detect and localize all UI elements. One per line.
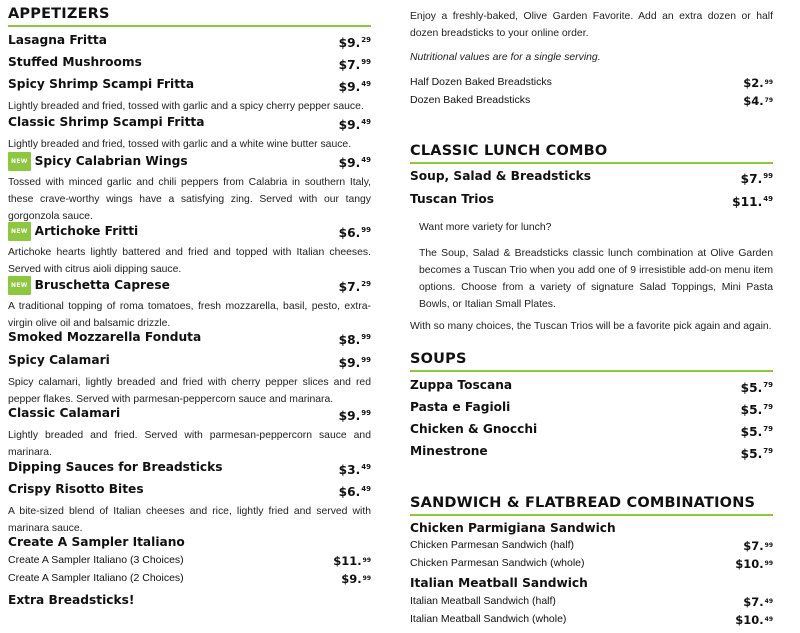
item-name: Smoked Mozzarella Fonduta	[8, 330, 202, 344]
menu-item-italian-meatball-sandwich[interactable]	[410, 575, 773, 594]
option-name: Chicken Parmesan Sandwich (half)	[410, 539, 574, 551]
item-name: Tuscan Trios	[410, 192, 495, 206]
item-description: A traditional topping of roma tomatoes, fresh mozzarella, basil, pesto, extra-virgin olive oil and balsamic drizzle.	[8, 301, 371, 329]
option-price: $4.79	[743, 93, 773, 108]
item-price: $9.99	[338, 409, 371, 423]
option-price: $11.99	[333, 553, 371, 568]
option-name: Chicken Parmesan Sandwich (whole)	[410, 557, 585, 569]
menu-item-tuscan-trios[interactable]	[410, 191, 773, 210]
item-name: Crispy Risotto Bites	[8, 482, 144, 496]
option-name: Italian Meatball Sandwich (half)	[410, 595, 556, 607]
appetizers-title: APPETIZERS	[8, 5, 371, 27]
item-price: $9.99	[338, 356, 371, 370]
extra-breadsticks-heading	[8, 592, 371, 611]
option-name: Create A Sampler Italiano (3 Choices)	[8, 554, 184, 566]
item-name: Spicy Calamari	[8, 353, 110, 367]
lunch-question: Want more variety for lunch?	[419, 222, 552, 233]
new-badge: NEW	[8, 222, 31, 241]
new-badge: NEW	[8, 152, 31, 171]
sandwich-title: SANDWICH & FLATBREAD COMBINATIONS	[410, 494, 773, 516]
item-name: Classic Calamari	[8, 406, 121, 420]
item-price: $6.49	[338, 485, 371, 499]
item-price: $6.99	[338, 226, 371, 240]
item-name: Extra Breadsticks!	[8, 593, 135, 607]
item-name: Classic Shrimp Scampi Fritta	[8, 115, 205, 129]
item-price: $5.79	[740, 447, 773, 461]
item-name: Chicken Parmigiana Sandwich	[410, 521, 616, 535]
item-price: $9.29	[338, 36, 371, 50]
option-name: Half Dozen Baked Breadsticks	[410, 76, 552, 88]
menu-item-dipping-sauces[interactable]	[8, 459, 371, 478]
item-price: $7.99	[338, 58, 371, 72]
item-price: $5.79	[740, 403, 773, 417]
breadsticks-intro: Enjoy a freshly-baked, Olive Garden Favorite. Add an extra dozen or half dozen breadsticks to your online order.	[410, 11, 773, 39]
item-price: $9.49	[338, 156, 371, 170]
item-name: Spicy Shrimp Scampi Fritta	[8, 77, 195, 91]
item-name: Artichoke Fritti	[34, 224, 139, 238]
menu-item-classic-calamari[interactable]	[8, 405, 371, 424]
item-name: Create A Sampler Italiano	[8, 535, 185, 549]
item-name: Bruschetta Caprese	[34, 278, 170, 292]
option-name: Dozen Baked Breadsticks	[410, 94, 531, 106]
chicken-parm-whole[interactable]	[410, 555, 773, 572]
item-price: $7.99	[740, 172, 773, 186]
option-price: $9.99	[341, 571, 371, 586]
lunch-description: The Soup, Salad & Breadsticks classic lunch combination at Olive Garden becomes a Tuscan Trio when you add one of 9 irresistible add-on menu item options. Choose from a variety of signature Salad Toppings, Mini Pasta Bowls, or Italian Small Plates.	[419, 248, 773, 310]
menu-item-spicy-calabrian-wings[interactable]	[8, 152, 371, 171]
menu-item-stuffed-mushrooms[interactable]	[8, 54, 371, 73]
item-price: $11.49	[732, 195, 773, 209]
option-price: $10.99	[735, 556, 773, 571]
option-name: Create A Sampler Italiano (2 Choices)	[8, 572, 184, 584]
nutrition-note: Nutritional values are for a single serving.	[410, 52, 601, 63]
item-name: Zuppa Toscana	[410, 378, 513, 392]
menu-item-spicy-calamari[interactable]	[8, 352, 371, 371]
item-price: $8.99	[338, 333, 371, 347]
item-price: $5.79	[740, 381, 773, 395]
item-description: Lightly breaded and fried. Served with parmesan-peppercorn sauce and marinara.	[8, 430, 371, 458]
dozen-breadsticks[interactable]	[410, 92, 773, 109]
item-name: Stuffed Mushrooms	[8, 55, 142, 69]
item-description: A bite-sized blend of Italian cheeses and rice, lightly fried and served with marinara sauce.	[8, 506, 371, 534]
item-name-wrap	[8, 222, 138, 241]
item-price: $5.79	[740, 425, 773, 439]
menu-item-bruschetta-caprese[interactable]	[8, 276, 371, 295]
item-description: Spicy calamari, lightly breaded and fried with cherry pepper slices and red pepper flakes. Served with parmesan-peppercorn sauce and marinara.	[8, 377, 371, 405]
meatball-half[interactable]	[410, 593, 773, 610]
item-name: Lasagna Fritta	[8, 33, 107, 47]
option-price: $10.49	[735, 612, 773, 627]
soups-title: SOUPS	[410, 350, 773, 372]
option-name: Italian Meatball Sandwich (whole)	[410, 613, 567, 625]
option-price: $2.99	[743, 75, 773, 90]
menu-item-spicy-shrimp-scampi-fritta[interactable]	[8, 76, 371, 95]
item-name: Chicken & Gnocchi	[410, 422, 538, 436]
item-description: Lightly breaded and fried, tossed with garlic and a white wine butter sauce.	[8, 139, 352, 150]
lunch-note: With so many choices, the Tuscan Trios will be a favorite pick again and again.	[410, 321, 772, 332]
menu-item-zuppa-toscana[interactable]	[410, 377, 773, 396]
chicken-parm-half[interactable]	[410, 537, 773, 554]
item-price: $9.49	[338, 80, 371, 94]
item-price: $7.29	[338, 280, 371, 294]
menu-item-create-a-sampler[interactable]	[8, 534, 371, 553]
menu-item-lasagna-fritta[interactable]	[8, 32, 371, 51]
sampler-option-2[interactable]	[8, 570, 371, 587]
item-name-wrap	[8, 152, 188, 171]
item-name: Soup, Salad & Breadsticks	[410, 169, 592, 183]
item-name-wrap	[8, 276, 170, 295]
menu-item-minestrone[interactable]	[410, 443, 773, 462]
menu-item-soup-salad-breadsticks[interactable]	[410, 168, 773, 187]
menu-item-classic-shrimp-scampi-fritta[interactable]	[8, 114, 371, 133]
item-name: Dipping Sauces for Breadsticks	[8, 460, 223, 474]
item-price: $9.49	[338, 118, 371, 132]
menu-item-crispy-risotto-bites[interactable]	[8, 481, 371, 500]
option-price: $7.99	[743, 538, 773, 553]
item-description: Tossed with minced garlic and chili peppers from Calabria in southern Italy, these crave-worthy wings have a satisfying zing. Served with our tangy gorgonzola sauce.	[8, 177, 371, 222]
item-name: Spicy Calabrian Wings	[34, 154, 188, 168]
item-price: $3.49	[338, 463, 371, 477]
menu-item-chicken-gnocchi[interactable]	[410, 421, 773, 440]
item-name: Pasta e Fagioli	[410, 400, 511, 414]
sampler-option-3[interactable]	[8, 552, 371, 569]
lunch-combo-title: CLASSIC LUNCH COMBO	[410, 142, 773, 164]
item-description: Lightly breaded and fried, tossed with garlic and a spicy cherry pepper sauce.	[8, 101, 364, 112]
new-badge: NEW	[8, 276, 31, 295]
item-description: Artichoke hearts lightly battered and fried and topped with Italian cheeses. Served with citrus aioli dipping sauce.	[8, 247, 371, 275]
option-price: $7.49	[743, 594, 773, 609]
item-name: Italian Meatball Sandwich	[410, 576, 588, 590]
menu-item-smoked-mozzarella-fonduta[interactable]	[8, 329, 371, 348]
menu-item-artichoke-fritti[interactable]	[8, 222, 371, 241]
menu-item-pasta-e-fagioli[interactable]	[410, 399, 773, 418]
meatball-whole[interactable]	[410, 611, 773, 628]
item-name: Minestrone	[410, 444, 488, 458]
half-dozen-breadsticks[interactable]	[410, 74, 773, 91]
